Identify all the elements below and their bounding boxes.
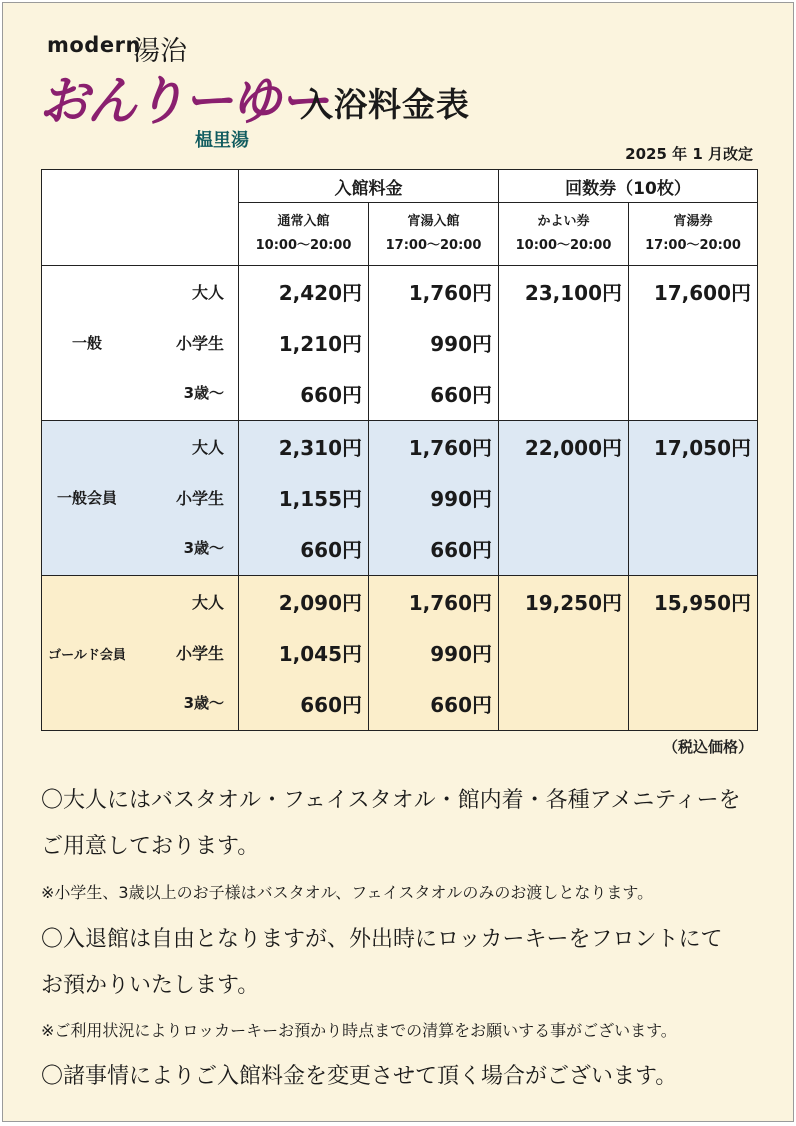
table-row [42, 421, 758, 576]
price-value: 990円 [430, 332, 492, 356]
age-label: 小学生 [175, 334, 224, 353]
header-col-evening: 宵湯入館 17:00～20:00 [369, 203, 499, 266]
price-value: 1,760円 [408, 281, 492, 305]
page-title: 入浴料金表 [300, 85, 470, 124]
price-value: 17,600円 [653, 281, 752, 305]
price-value: 1,210円 [278, 332, 362, 356]
price-value: 660円 [430, 693, 492, 717]
revision-date: 2025 年 1 月改定 [625, 145, 753, 163]
note-line: 〇入退館は自由となりますが、外出時にロッカーキーをフロントにて [41, 927, 723, 952]
price-value: 1,155円 [278, 487, 362, 511]
price-sheet [2, 2, 794, 1122]
note-line: ご用意しております。 [41, 834, 260, 859]
price-value: 2,420円 [278, 281, 362, 305]
price-value: 660円 [430, 538, 492, 562]
header-col-coupon: かよい券 10:00～20:00 [499, 203, 629, 266]
logo-kanji-text: 榅里湯 [195, 130, 249, 151]
price-value: 1,045円 [278, 642, 362, 666]
age-label: 小学生 [175, 489, 224, 508]
logo-toji-text: 湯治 [133, 36, 187, 67]
price-value: 15,950円 [653, 591, 752, 615]
header-col-regular: 通常入館 10:00～20:00 [239, 203, 369, 266]
price-value: 660円 [300, 693, 362, 717]
price-value: 2,310円 [278, 436, 362, 460]
note-line: ※ご利用状況によりロッカーキーお預かり時点までの清算をお願いする事がございます。 [41, 1021, 677, 1040]
tax-note: （税込価格） [662, 738, 753, 756]
age-label: 3歳～ [183, 539, 224, 557]
age-label: 3歳～ [183, 694, 224, 712]
price-value: 660円 [300, 538, 362, 562]
price-value: 22,000円 [524, 436, 622, 460]
note-line: お預かりいたします。 [41, 973, 260, 998]
header-coupon: 回数券（10枚） [499, 170, 758, 203]
price-value: 17,050円 [653, 436, 752, 460]
price-value: 1,760円 [408, 591, 492, 615]
section-name: 一般会員 [56, 489, 117, 507]
table-row [42, 576, 758, 731]
header-col-evening-coupon: 宵湯券 17:00～20:00 [629, 203, 758, 266]
logo-main-text: おんりーゆー [39, 69, 327, 132]
age-label: 大人 [191, 593, 224, 612]
price-value: 660円 [300, 383, 362, 407]
price-table [41, 169, 758, 731]
header-admission: 入館料金 [239, 170, 499, 203]
table-row [42, 266, 758, 421]
note-line: 〇諸事情によりご入館料金を変更させて頂く場合がございます。 [41, 1064, 678, 1089]
section-name: ゴールド会員 [48, 648, 126, 663]
age-label: 大人 [191, 438, 224, 457]
logo-modern-text: modern [47, 33, 141, 57]
price-value: 660円 [430, 383, 492, 407]
price-value: 1,760円 [408, 436, 492, 460]
note-line: ※小学生、3歳以上のお子様はバスタオル、フェイスタオルのみのお渡しとなります。 [41, 883, 654, 902]
note-line: 〇大人にはバスタオル・フェイスタオル・館内着・各種アメニティーを [41, 788, 741, 813]
price-value: 2,090円 [278, 591, 362, 615]
price-value: 23,100円 [524, 281, 622, 305]
age-label: 大人 [191, 283, 224, 302]
price-value: 990円 [430, 642, 492, 666]
section-name: 一般 [71, 334, 102, 352]
price-value: 990円 [430, 487, 492, 511]
age-label: 3歳～ [183, 384, 224, 402]
table-corner-cell [42, 170, 239, 266]
price-value: 19,250円 [524, 591, 622, 615]
age-label: 小学生 [175, 644, 224, 663]
